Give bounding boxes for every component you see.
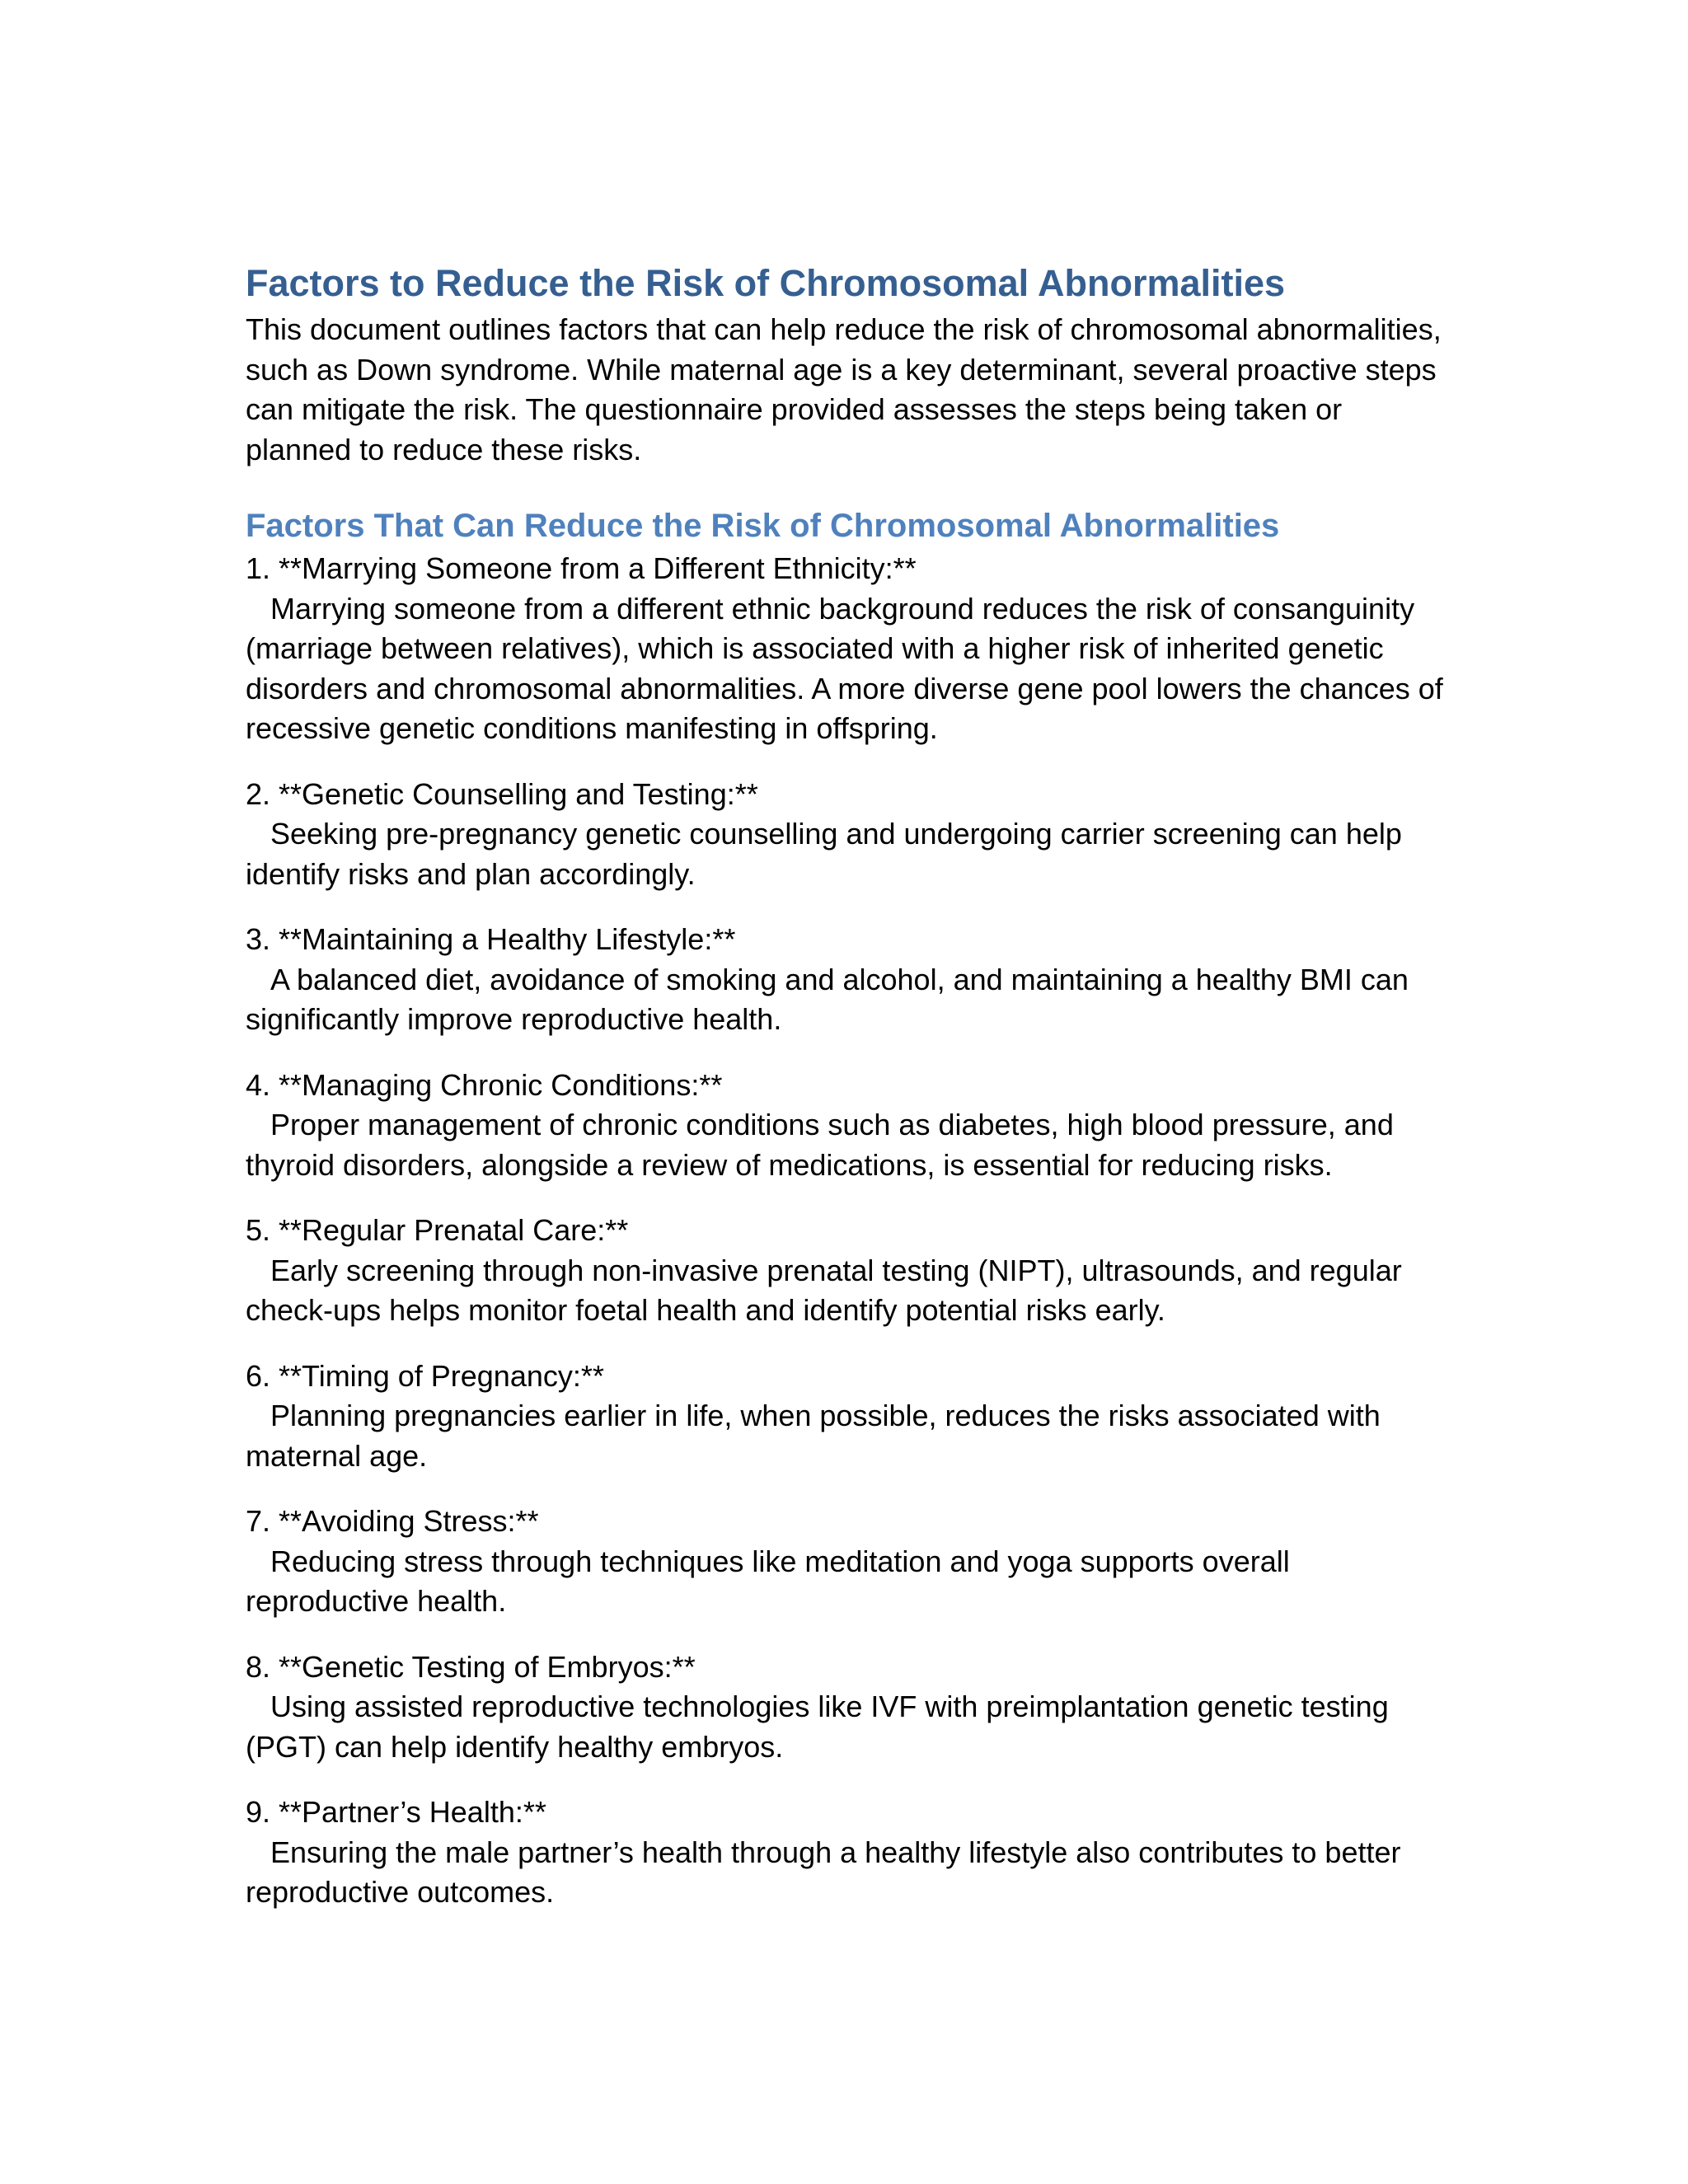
document-title: Factors to Reduce the Risk of Chromosomal Abnormalities (246, 262, 1286, 304)
factor-description: Early screening through non-invasive prenatal testing (NIPT), ultrasounds, and regular check-ups helps monitor foetal health and identify potential risks early. (246, 1253, 1402, 1327)
section-heading: Factors That Can Reduce the Risk of Chromosomal Abnormalities (246, 508, 1280, 544)
factor-title: 9. **Partner’s Health:** (246, 1795, 546, 1829)
factor-title: 2. **Genetic Counselling and Testing:** (246, 776, 758, 811)
factor-list (246, 549, 1449, 1913)
list-item (246, 1211, 1449, 1331)
list-item (246, 1502, 1449, 1622)
list-item (246, 1357, 1449, 1477)
factor-title: 7. **Avoiding Stress:** (246, 1504, 539, 1538)
list-item (246, 549, 1449, 749)
factor-description: Marrying someone from a different ethnic background reduces the risk of consanguinity (marriage between relatives), which is associated with a higher risk of inherited genetic disorders and chromosomal abnormalities. A more diverse gene pool lowers the chances of recessive genetic conditions manifesting in offspring. (246, 591, 1443, 745)
factor-title: 6. **Timing of Pregnancy:** (246, 1358, 604, 1393)
factor-description: A balanced diet, avoidance of smoking and alcohol, and maintaining a healthy BMI can significantly improve reproductive health. (246, 962, 1409, 1036)
factor-description: Planning pregnancies earlier in life, when possible, reduces the risks associated with maternal age. (246, 1399, 1381, 1473)
list-item (246, 775, 1449, 895)
list-item (246, 1066, 1449, 1186)
factor-title: 5. **Regular Prenatal Care:** (246, 1213, 629, 1247)
factor-description: Using assisted reproductive technologies like IVF with preimplantation genetic testing (PGT) can help identify healthy embryos. (246, 1690, 1389, 1764)
list-item (246, 920, 1449, 1040)
list-item (246, 1647, 1449, 1768)
list-item (246, 1793, 1449, 1913)
factor-description: Ensuring the male partner’s health through a healthy lifestyle also contributes to better reproductive outcomes. (246, 1835, 1401, 1909)
factor-title: 1. **Marrying Someone from a Different Ethnicity:** (246, 551, 917, 585)
factor-title: 4. **Managing Chronic Conditions:** (246, 1067, 723, 1102)
factor-title: 8. **Genetic Testing of Embryos:** (246, 1649, 696, 1684)
factor-title: 3. **Maintaining a Healthy Lifestyle:** (246, 922, 736, 956)
intro-paragraph: This document outlines factors that can help reduce the risk of chromosomal abnormalities, such as Down syndrome. While maternal age is a key determinant, several proactive steps can mitigate the risk. The questionnaire provided assesses the steps being taken or planned to reduce these risks. (246, 312, 1442, 466)
factor-description: Seeking pre-pregnancy genetic counselling and undergoing carrier screening can help identify risks and plan accordingly. (246, 817, 1402, 891)
factor-description: Reducing stress through techniques like meditation and yoga supports overall reproductive health. (246, 1544, 1290, 1618)
document-page (246, 257, 1449, 1938)
factor-description: Proper management of chronic conditions such as diabetes, high blood pressure, and thyroid disorders, alongside a review of medications, is essential for reducing risks. (246, 1108, 1394, 1182)
